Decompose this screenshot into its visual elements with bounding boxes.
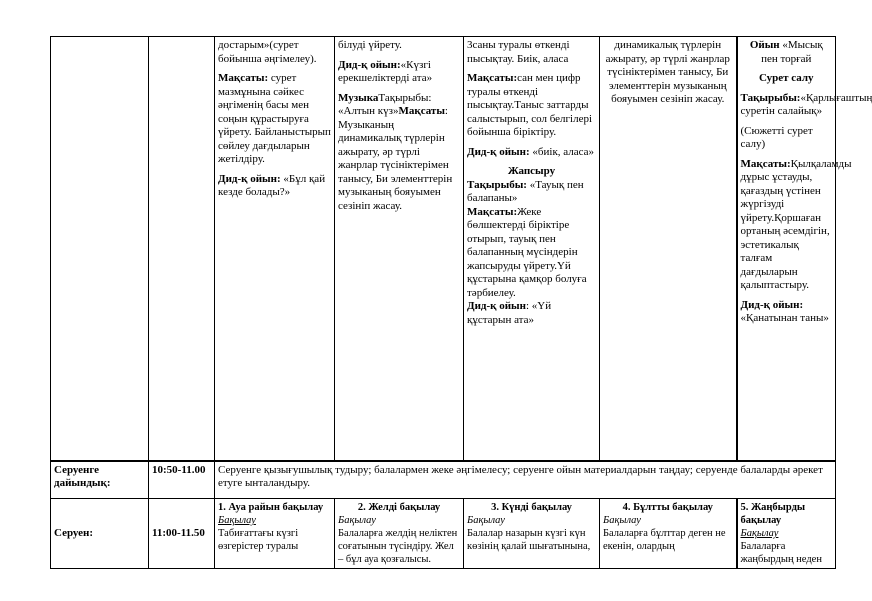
text: достарым»(сурет бойынша әңгімелеу). (218, 39, 317, 65)
plan-table (50, 36, 872, 569)
walk-sub (603, 514, 733, 527)
text: Қылқаламды дұрыс ұстауды, қағаздың үстінен жүргізуді үйрету.Қоршаған ортаның әсемдігін, эстетикалық талғам дағдыларын қалыптастыру. (740, 157, 852, 291)
activity-col-2 (335, 37, 464, 461)
activities-row (51, 37, 836, 461)
text: Тақырыбы: «Алтын күз» (338, 91, 432, 117)
walk-sub-text: Бақылау (603, 515, 641, 526)
text: «Күзгі ерекшеліктерді ата» (338, 58, 433, 84)
walk-head: 1. Ауа райын бақылау (218, 502, 324, 513)
walk-col-1 (215, 499, 335, 569)
walk-text: Балаларға бұлттар деген не екенін, олардың (603, 528, 726, 552)
label: Мақсаты: (467, 72, 518, 84)
walk-text: Балаларға желдің неліктен соғатынын түсіндіру. Жел – бұл ауа қозғалысы. (338, 528, 458, 565)
label: Дид-қ ойын (467, 300, 526, 312)
walk-col-5 (737, 499, 836, 569)
walk-col-2 (335, 499, 464, 569)
walk-sub-text: Бақылау (467, 515, 505, 526)
walk-sub (467, 514, 596, 527)
label: Дид-қ ойын: (467, 145, 530, 158)
text: сан мен цифр туралы өткенді пысықтау.Таныс заттарды салыстырып, сол белгілері бойынша біріктіру. (467, 72, 593, 138)
walk-head: 2. Желді бақылау (357, 502, 441, 513)
text: «Тауық пен балапаны» (467, 178, 584, 204)
walk-sub (741, 527, 833, 540)
text: білуді үйрету. (338, 39, 402, 51)
walk-text: Табиғаттағы күзгі өзгерістер туралы (218, 528, 299, 552)
prep-text: Серуенге қызығушылық тудыру; балалармен жеке әңгімелесу; серуенге ойын материалдарын таңдау; серуенде балаларды әрекет етуге ынталандыру. (215, 461, 836, 499)
label: Мақсаты: (467, 205, 518, 218)
text: «Қанатынан таны» (740, 312, 829, 324)
walk-time-text: 11:00-11.50 (152, 526, 205, 539)
prep-row (51, 461, 836, 499)
text: : «Үй құстарын ата» (467, 300, 552, 326)
label: Дид-қ ойын: (218, 172, 281, 185)
activity-col-3 (464, 37, 600, 461)
text: «Қарлығаштың суретін салайық» (740, 91, 872, 117)
text: «Бұл қай кезде болады?» (218, 172, 326, 198)
text: «биік, аласа» (529, 145, 595, 158)
walk-text: Балаларға жаңбырдың неден (740, 541, 822, 565)
text: (Сюжетті сурет салу) (740, 124, 813, 150)
activity-col-4 (600, 37, 737, 461)
walk-time (149, 499, 215, 569)
prep-label: Серуенге дайындық: (51, 461, 149, 499)
text: сурет мазмұнына сәйкес әңгіменің басы мен соңын құрастыруға үйрету. Байланыстырып сөйлеу дағдыларын жетілдіру. (218, 72, 331, 165)
label: Дид-қ ойын: (740, 298, 804, 311)
label: Жапсыру (507, 165, 556, 177)
walk-sub-text: Бақылау (740, 528, 779, 539)
walk-sub-text: Бақылау (218, 515, 256, 526)
text: «Мысық пен торғай (761, 39, 823, 65)
text: 3саны туралы өткенді пысықтау. Биік, аласа (467, 39, 570, 65)
label: Дид-қ ойын: (338, 58, 401, 71)
label: Тақырыбы: (740, 91, 801, 104)
activity-col-5 (737, 37, 872, 461)
walk-sub-text: Бақылау (338, 515, 376, 526)
label: Мақсаты: (218, 72, 269, 84)
activity-col-1 (215, 37, 335, 461)
walk-sub (338, 514, 460, 527)
text: Жеке бөлшектерді біріктіре отырып, тауық пен балапанның мүсіндерін жапсыруды үйрету.Үй құстарына қамқор болуға тәрбиелеу. (467, 205, 587, 299)
text: : Музыканың динамикалық түрлерін ажырату, әр түрлі жанрлар түсініктерімен танысу, Би элементтерін музыканың бояуымен сезініп жасау. (338, 105, 453, 212)
row1-label-cell (51, 37, 149, 461)
text: динамикалық түрлерін ажырату, әр түрлі жанрлар түсініктерімен танысу, Би элементтерін музыканың бояуымен сезініп жасау. (605, 39, 730, 105)
label: Сурет салу (758, 72, 814, 84)
walk-text: Балалар назарын күзгі күн көзінің қалай шығатынына, (467, 528, 591, 552)
prep-time: 10:50-11.00 (149, 461, 215, 499)
label: Тақырыбы: (467, 178, 527, 191)
walk-sub (218, 514, 331, 527)
walk-col-3 (464, 499, 600, 569)
walk-head: 3. Күнді бақылау (491, 502, 572, 513)
walk-head: 4. Бұлтты бақылау (622, 502, 713, 513)
label: Музыка (338, 91, 379, 104)
walk-col-4 (600, 499, 737, 569)
walk-label-text: Серуен: (54, 526, 93, 539)
walk-head: 5. Жаңбырды бақылау (740, 502, 806, 526)
label: Мақсаты (398, 105, 445, 117)
row1-time-cell (149, 37, 215, 461)
label: Ойын (749, 39, 780, 51)
label: Мақсаты: (740, 157, 791, 170)
walk-label (51, 499, 149, 569)
walk-row (51, 499, 836, 569)
